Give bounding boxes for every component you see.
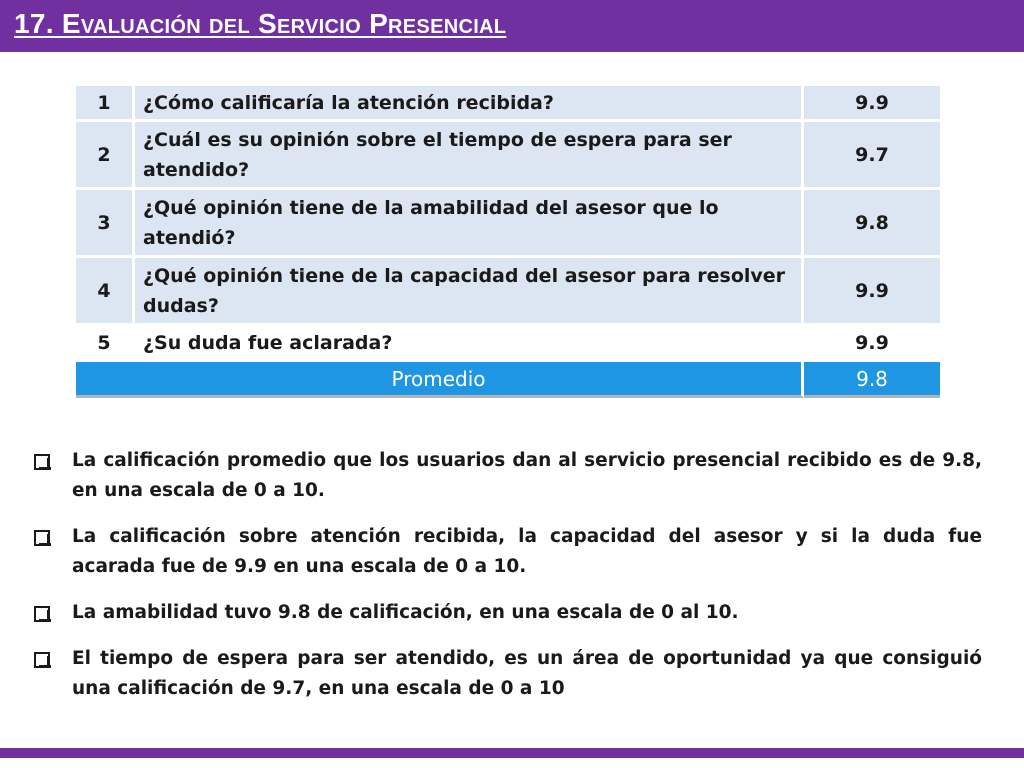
list-item	[34, 598, 982, 628]
row-question: ¿Su duda fue aclarada?	[135, 326, 804, 362]
row-number: 5	[76, 326, 135, 362]
row-question: ¿Qué opinión tiene de la amabilidad del asesor que lo atendió?	[135, 190, 804, 258]
row-score: 9.9	[804, 86, 940, 122]
list-item	[34, 522, 982, 582]
findings-list	[34, 446, 982, 720]
table-row	[76, 326, 940, 362]
row-score: 9.9	[804, 258, 940, 326]
title-bar	[0, 0, 1024, 52]
row-question: ¿Qué opinión tiene de la capacidad del asesor para resolver dudas?	[135, 258, 804, 326]
bullet-text: La calificación promedio que los usuarios dan al servicio presencial recibido es de 9.8, en una escala de 0 a 10.	[72, 450, 982, 501]
footer-bar	[0, 748, 1024, 758]
bullet-text: La amabilidad tuvo 9.8 de calificación, en una escala de 0 al 10.	[72, 602, 739, 623]
average-label: Promedio	[76, 362, 804, 398]
average-row	[76, 362, 940, 398]
checkbox-bullet-icon	[34, 530, 50, 546]
checkbox-bullet-icon	[34, 454, 50, 470]
list-item	[34, 644, 982, 704]
table-row	[76, 258, 940, 326]
row-question: ¿Cómo calificaría la atención recibida?	[135, 86, 804, 122]
survey-table	[76, 86, 940, 398]
table-row	[76, 86, 940, 122]
row-score: 9.8	[804, 190, 940, 258]
row-question: ¿Cuál es su opinión sobre el tiempo de espera para ser atendido?	[135, 122, 804, 190]
row-score: 9.9	[804, 326, 940, 362]
checkbox-bullet-icon	[34, 606, 50, 622]
row-number: 3	[76, 190, 135, 258]
table-row	[76, 190, 940, 258]
list-item	[34, 446, 982, 506]
row-score: 9.7	[804, 122, 940, 190]
table-row	[76, 122, 940, 190]
row-number: 2	[76, 122, 135, 190]
row-number: 1	[76, 86, 135, 122]
bullet-text: La calificación sobre atención recibida, la capacidad del asesor y si la duda fue acarada fue de 9.9 en una escala de 0 a 10.	[72, 526, 982, 577]
checkbox-bullet-icon	[34, 652, 50, 668]
average-score: 9.8	[804, 362, 940, 398]
bullet-text: El tiempo de espera para ser atendido, es un área de oportunidad ya que consiguió una calificación de 9.7, en una escala de 0 a 10	[72, 648, 982, 699]
page-title: 17. Evaluación del Servicio Presencial	[14, 8, 507, 39]
row-number: 4	[76, 258, 135, 326]
